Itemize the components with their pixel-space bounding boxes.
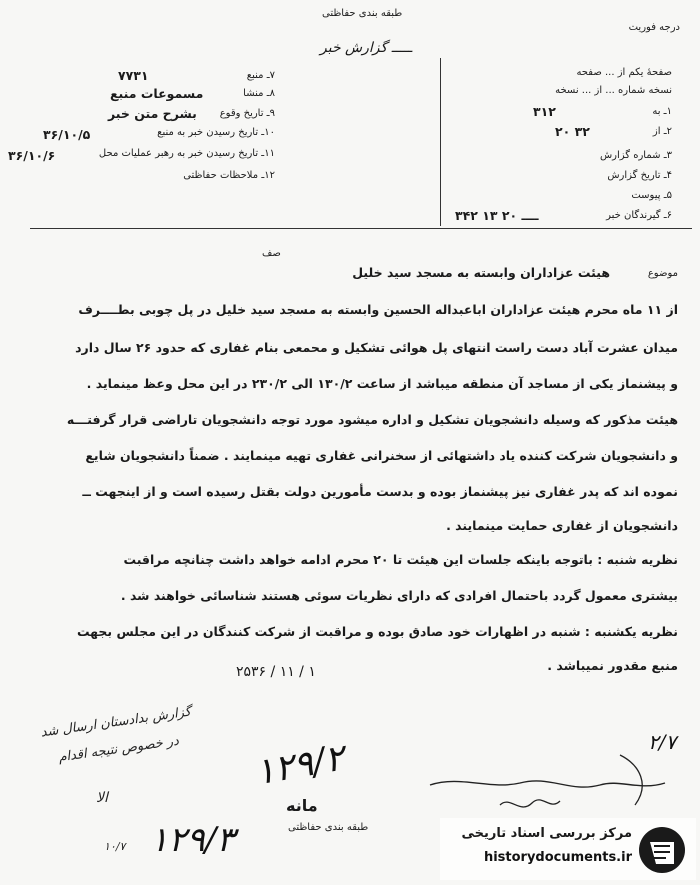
left-row-7: ۷ـ منبع bbox=[246, 70, 275, 81]
margin-note: صف bbox=[262, 248, 281, 259]
body-line-4: هیئت مذکور که وسیله دانشجویان تشکیل و اداره میشود مورد توجه دانشجویان تاراضی قرار گرفتـــه bbox=[66, 412, 678, 427]
handwritten-date: ۱۰/۷ bbox=[104, 840, 126, 853]
right-row-2: نسخه شماره ... از ... نسخه bbox=[555, 85, 672, 96]
right-row-5: ۳ـ شماره گزارش bbox=[599, 150, 672, 161]
body-line-2: میدان عشرت آباد دست راست انتهای پل هوائی تشکیل و محمعی بنام غفاری که حدود ۲۶ سال دارد bbox=[75, 340, 678, 355]
right-row-8: ۶ـ گیرندگان خبر bbox=[606, 210, 672, 221]
body-line-5: و دانشجویان شرکت کننده یاد داشتهائی از سخنرانی غفاری تهیه مینمایند . ضمناً دانشجویان شایع bbox=[85, 448, 678, 463]
body-line-1: از ۱۱ ماه محرم هیئت عزاداران اباعبداله الحسین وابسته به مسجد سید خلیل در پل چوبی بطــــرف bbox=[78, 302, 678, 317]
subject-label: موضوع bbox=[647, 268, 678, 279]
right-row-7: ۵ـ پیوست bbox=[631, 190, 672, 201]
security-class-top: طبقه بندی حفاظتی bbox=[322, 8, 403, 19]
archive-logo-icon bbox=[636, 824, 688, 876]
right-row-3: ۱ـ به bbox=[652, 106, 672, 117]
handwritten-note-1: گزارش بدادستان ارسال شد bbox=[39, 704, 192, 741]
row-4-value: ۲۰ ۳۲ bbox=[555, 124, 590, 139]
handwritten-note-2: در خصوص نتیجه اقدام bbox=[57, 733, 180, 766]
watermark-title: مرکز بررسی اسناد تاریخی bbox=[461, 826, 632, 841]
row-3-value: ۳۱۲ bbox=[533, 104, 556, 119]
handwritten-initials: الا bbox=[96, 790, 108, 806]
archive-number: ۲۵۳۶ / ۱۱ / ۱ bbox=[236, 664, 316, 680]
body-line-7: دانشجویان از غفاری حمایت مینمایند . bbox=[446, 518, 678, 533]
row-11-value: ۳۶/۱۰/۶ bbox=[8, 148, 56, 163]
left-row-12: ۱۲ـ ملاحظات حفاظتی bbox=[183, 170, 275, 181]
large-handwritten-number-1: ۱۲۹/۳ bbox=[150, 820, 235, 860]
opinion-2-line-2: منبع مقدور نمیباشد . bbox=[547, 658, 678, 673]
left-row-8: ۸ـ منشا bbox=[243, 88, 275, 99]
left-row-11: ۱۱ـ تاریخ رسیدن خبر به رهبر عملیات محل bbox=[98, 148, 275, 159]
left-row-10: ۱۰ـ تاریخ رسیدن خبر به منبع bbox=[157, 127, 275, 138]
classification-level: درجه فوریت bbox=[628, 22, 680, 33]
left-row-9: ۹ـ تاریخ وقوع bbox=[219, 108, 275, 119]
row-9-value: بشرح متن خبر bbox=[108, 106, 197, 121]
right-row-4: ۲ـ از bbox=[652, 126, 672, 137]
right-row-1: صفحهٔ یکم از ... صفحه bbox=[576, 67, 672, 78]
opinion-1-line-2: بیشتری معمول گردد باحتمال افرادی که دارای نظریات سوئی هستند شناسائی خواهند شد . bbox=[120, 588, 678, 603]
watermark-panel bbox=[440, 818, 696, 880]
form-title: ـــــ گزارش خبر bbox=[320, 40, 413, 56]
bottom-stamp-word: مانه bbox=[286, 796, 318, 815]
subject-text: هیئت عزاداران وابسته به مسجد سید خلیل bbox=[352, 265, 610, 280]
opinion-2-line-1: نظریه یکشنبه : شنبه در اظهارات خود صادق بوده و مراقبت از شرکت کنندگان در این مجلس بجهت bbox=[76, 624, 678, 639]
large-handwritten-number-2: ۱۲۹/۲ bbox=[252, 737, 348, 794]
body-line-3: و پیشنماز یکی از مساجد آن منطقه میباشد از ساعت ۱۳۰/۲ الی ۲۳۰/۲ در این محل وعظ مینماید . bbox=[86, 376, 678, 391]
row-7-value: ۷۷۳۱ bbox=[118, 68, 149, 83]
watermark-url: historydocuments.ir bbox=[483, 850, 632, 865]
row-10-value: ۳۶/۱۰/۵ bbox=[43, 127, 91, 142]
row-8-value: ۳۴۲ ــــ ۲۰ ۱۳ bbox=[455, 208, 539, 223]
table-divider bbox=[440, 58, 441, 226]
handwritten-mark-right: ۲/۷ bbox=[648, 730, 677, 754]
bottom-security-class: طبقه بندی حفاظتی bbox=[288, 822, 369, 833]
row-8-source: مسموعات منبع bbox=[110, 86, 204, 101]
body-line-6: نموده اند که پدر غفاری نیز پیشنماز بوده و بدست مأمورین دولت بقتل رسیده است و از اینجهت ــ bbox=[82, 484, 678, 499]
opinion-1-line-1: نظریه شنبه : باتوجه باینکه جلسات این هیئت تا ۲۰ محرم ادامه خواهد داشت چنانچه مراقبت bbox=[123, 552, 678, 567]
right-row-6: ۴ـ تاریخ گزارش bbox=[607, 170, 672, 181]
table-bottom-rule bbox=[30, 228, 692, 229]
